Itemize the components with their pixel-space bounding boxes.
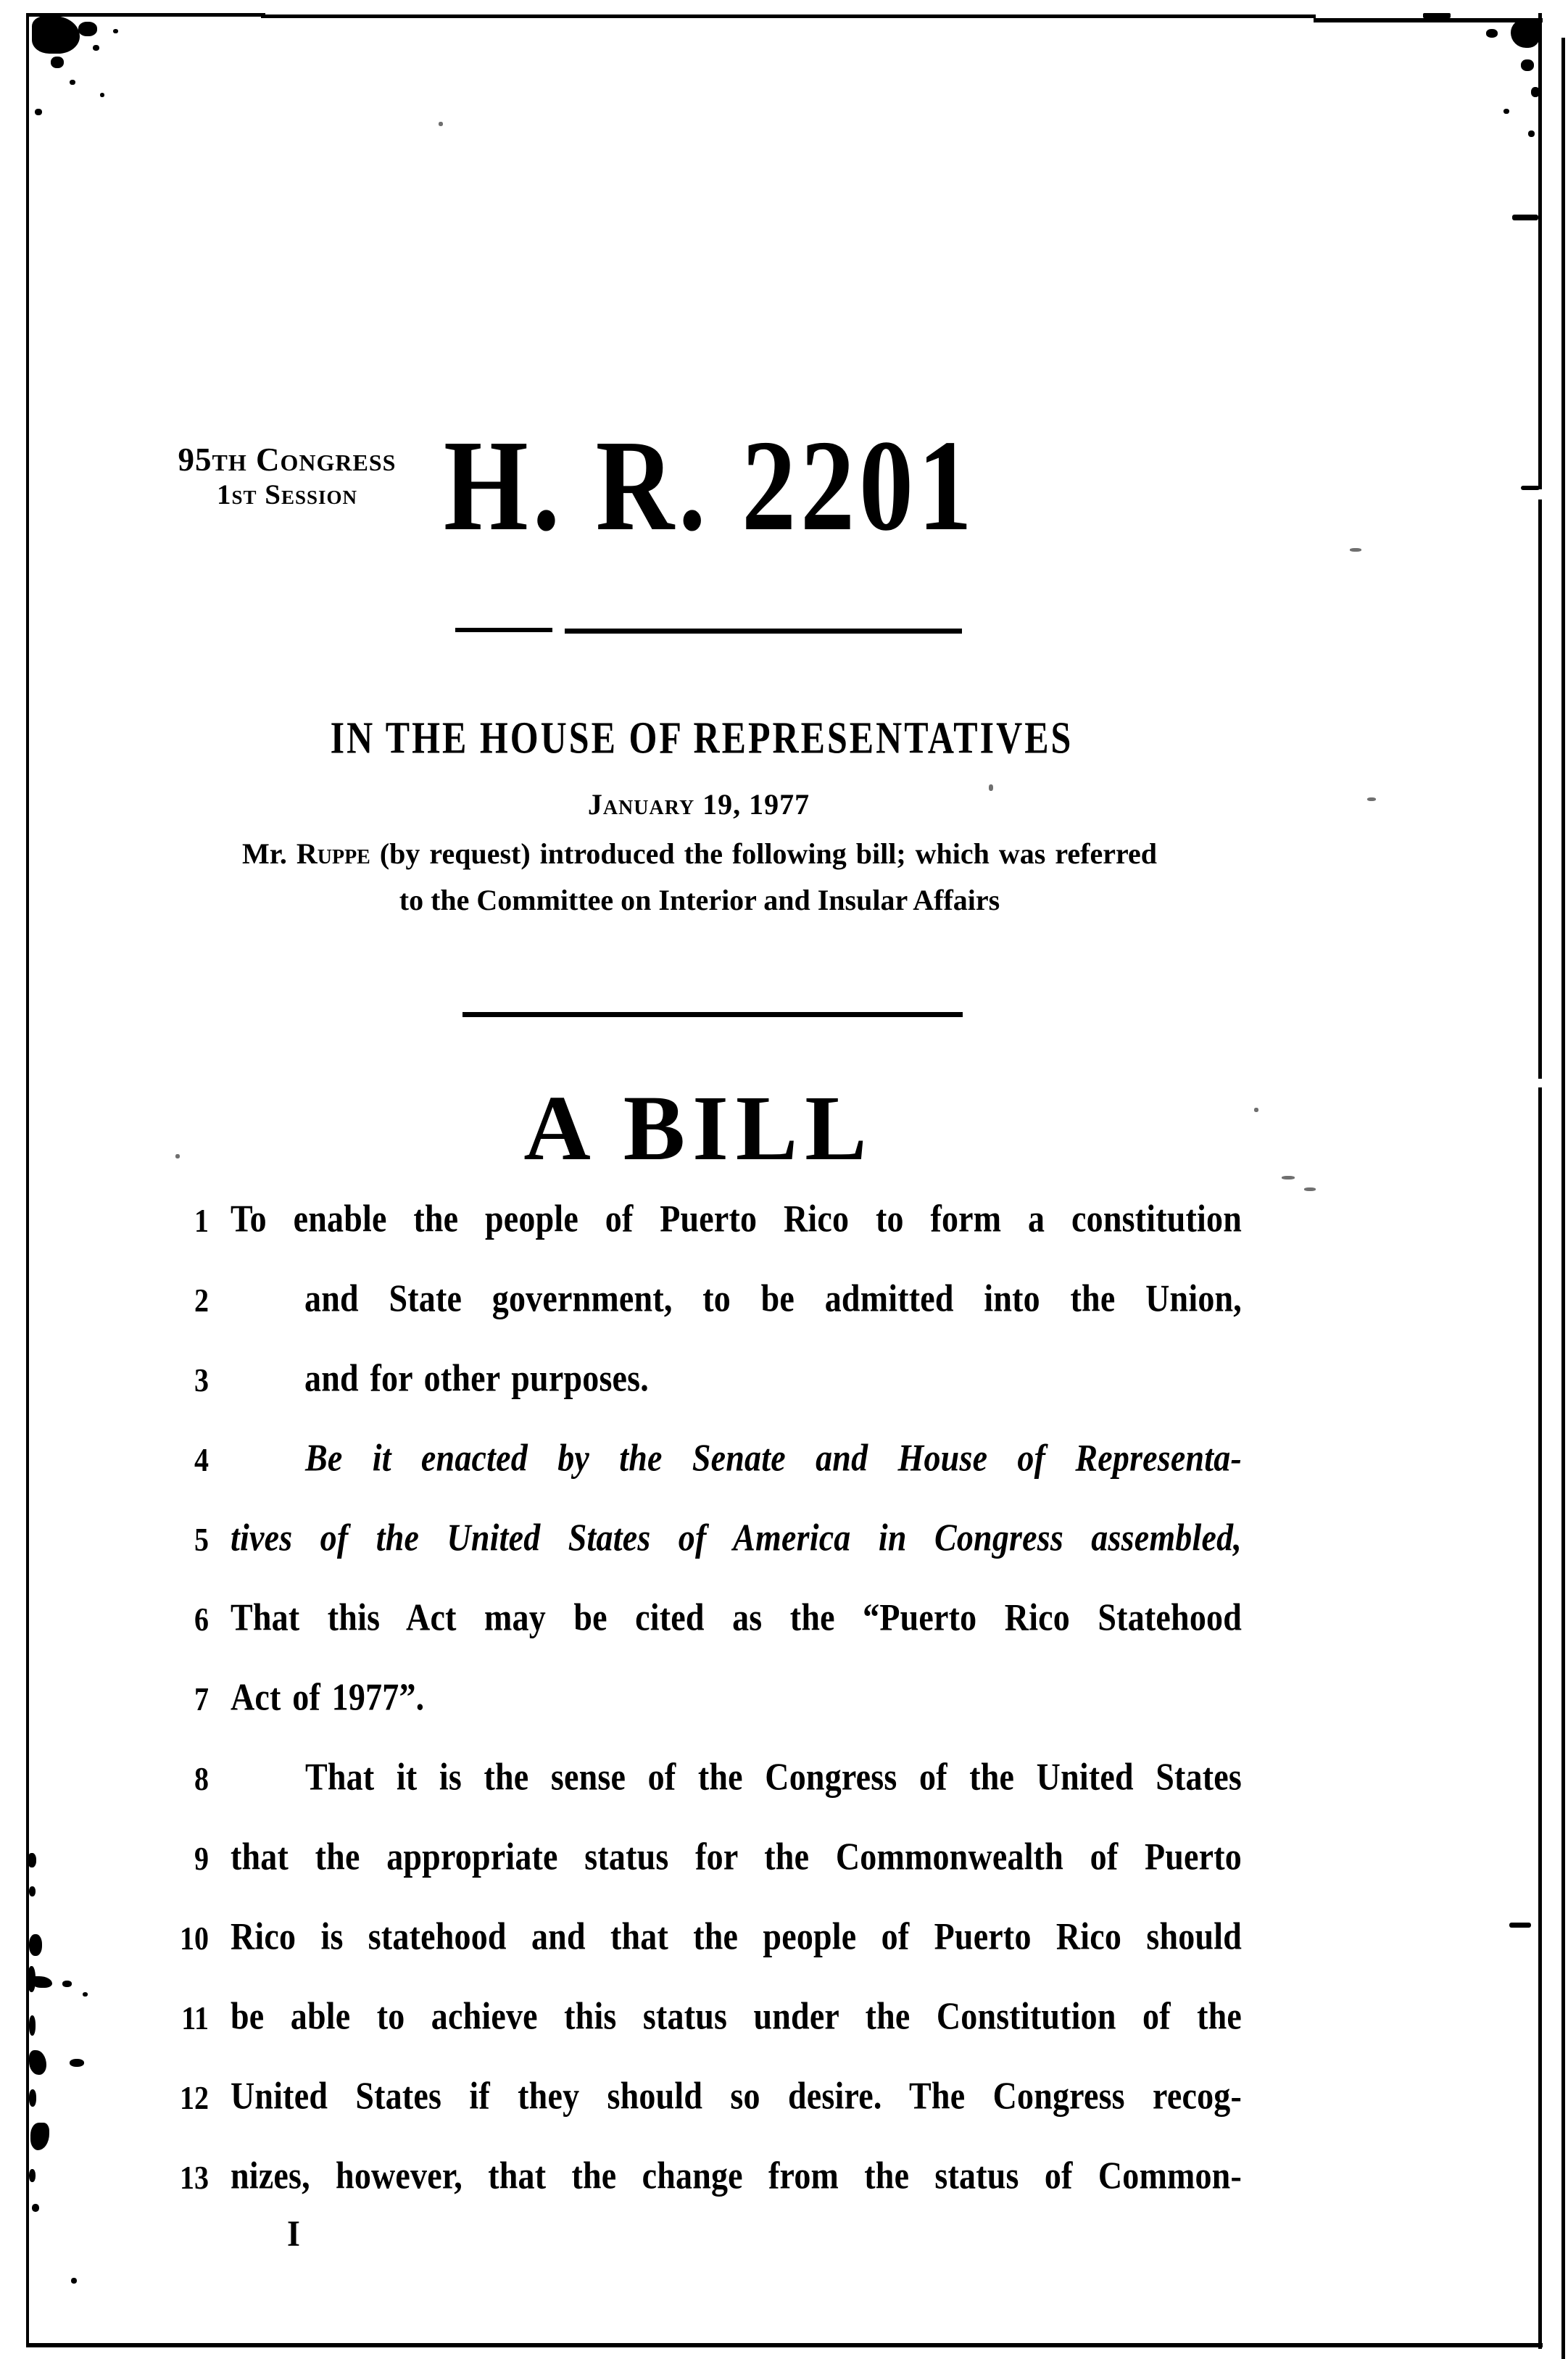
scan-smudge — [70, 2059, 84, 2067]
bill-text-line: that the appropriate status for the Commonwealth of Puerto — [231, 1834, 1242, 1878]
bill-heading: A BILL — [523, 1077, 874, 1180]
page-border-top — [26, 13, 265, 17]
line-number: 3 — [194, 1361, 209, 1399]
scan-smudge — [78, 22, 97, 36]
bill-text-line: Act of 1977”. — [231, 1675, 425, 1718]
line-number: 5 — [194, 1520, 209, 1559]
header-rule-segment — [565, 629, 962, 634]
scan-smudge — [35, 109, 42, 115]
scan-smudge — [32, 2204, 39, 2212]
scan-smudge — [71, 2278, 77, 2284]
scan-smudge — [62, 1981, 72, 1987]
bill-line-row — [0, 1437, 1568, 1517]
border-gap — [1537, 1079, 1543, 1087]
line-number: 1 — [194, 1201, 209, 1240]
scan-smudge — [113, 29, 118, 33]
scan-smudge — [93, 45, 99, 51]
bill-line-row — [0, 1357, 1568, 1437]
bill-number: H. R. 2201 — [444, 413, 976, 558]
scan-smudge — [29, 1886, 36, 1896]
sponsor-rest: (by request) introduced the following bill; which was referred — [370, 837, 1157, 870]
session-label: 1st Session — [216, 479, 357, 510]
scan-smudge — [28, 1853, 36, 1867]
bill-line-row — [0, 2075, 1568, 2155]
page-border-bottom — [26, 2343, 1543, 2347]
scan-smudge — [1528, 130, 1535, 137]
date-line: January 19, 1977 — [587, 788, 810, 821]
scan-smudge — [100, 93, 104, 97]
scan-smudge — [1521, 486, 1540, 490]
bill-line-row — [0, 1676, 1568, 1756]
scan-smudge — [83, 1992, 88, 1997]
header-rule-segment — [455, 628, 552, 632]
scan-smudge — [29, 2169, 36, 2182]
line-number: 11 — [181, 1999, 209, 2037]
bill-line-row — [0, 1756, 1568, 1836]
border-gap — [1537, 489, 1543, 499]
line-number: 10 — [180, 1919, 209, 1957]
congress-label: 95th Congress — [178, 441, 397, 478]
sponsor-line — [123, 838, 1276, 870]
line-number: 13 — [180, 2158, 209, 2197]
scan-smudge — [1503, 109, 1509, 114]
scan-smudge — [1423, 13, 1451, 18]
bill-text-line: That it is the sense of the Congress of the United States — [305, 1754, 1242, 1798]
scan-smudge — [51, 57, 64, 68]
scan-smudge — [1486, 29, 1498, 38]
chamber-heading: IN THE HOUSE OF REPRESENTATIVES — [330, 712, 1074, 763]
bill-text-line: That this Act may be cited as the “Puerto Rico Statehood — [231, 1595, 1242, 1638]
scan-smudge — [989, 784, 993, 791]
bill-line-row — [0, 1915, 1568, 1995]
bill-text-line: To enable the people of Puerto Rico to form a constitution — [231, 1196, 1242, 1240]
scan-smudge — [1521, 59, 1534, 71]
scan-smudge — [1304, 1187, 1316, 1191]
scan-smudge — [70, 80, 75, 85]
scan-smudge — [175, 1154, 180, 1158]
line-number: 4 — [194, 1440, 209, 1479]
page-border-top — [1314, 18, 1543, 22]
scan-smudge — [32, 16, 80, 54]
bill-line-row — [0, 2155, 1568, 2234]
bill-text-line: Be it enacted by the Senate and House of Representa- — [305, 1435, 1242, 1479]
scan-smudge — [1367, 797, 1376, 801]
scan-smudge — [29, 2015, 36, 2036]
bill-text-line: be able to achieve this status under the Constitution of the — [231, 1994, 1242, 2037]
section-rule — [462, 1012, 963, 1017]
scan-smudge — [439, 122, 443, 126]
line-number: 2 — [194, 1281, 209, 1319]
line-number: 9 — [194, 1839, 209, 1878]
bill-line-row — [0, 1596, 1568, 1676]
congress-session-block — [145, 441, 429, 510]
scan-smudge — [29, 2089, 36, 2107]
bill-text-line: tives of the United States of America in Congress assembled, — [231, 1515, 1242, 1559]
scan-smudge — [1511, 19, 1540, 48]
line-number: 8 — [194, 1759, 209, 1798]
line-number: 12 — [180, 2078, 209, 2117]
scan-smudge — [29, 1934, 42, 1956]
bill-text-line: nizes, however, that the change from the status of Common- — [231, 2153, 1242, 2197]
scan-smudge — [1531, 87, 1540, 97]
sponsor-name: Ruppe — [296, 837, 370, 870]
bill-line-row — [0, 1198, 1568, 1277]
bill-text-line: United States if they should so desire. The Congress recog- — [231, 2073, 1242, 2117]
page-marker: I — [287, 2213, 300, 2254]
scan-smudge — [1350, 548, 1361, 552]
scan-smudge — [1282, 1176, 1295, 1180]
bill-line-row — [0, 1836, 1568, 1915]
sponsor-prefix: Mr. — [242, 837, 296, 870]
line-number: 6 — [194, 1600, 209, 1638]
page-border-top — [261, 14, 1316, 18]
bill-text-line: Rico is statehood and that the people of Puerto Rico should — [231, 1914, 1242, 1957]
bill-line-row — [0, 1995, 1568, 2075]
bill-line-row — [0, 1517, 1568, 1596]
scan-smudge — [1512, 215, 1538, 220]
sponsor-line-2: to the Committee on Interior and Insular Affairs — [399, 884, 1000, 916]
bill-text-line: and State government, to be admitted into the Union, — [304, 1276, 1242, 1319]
scan-smudge — [1509, 1923, 1531, 1928]
bill-line-row — [0, 1277, 1568, 1357]
scan-smudge — [1254, 1108, 1258, 1112]
line-number: 7 — [194, 1680, 209, 1718]
bill-text-line: and for other purposes. — [304, 1356, 649, 1399]
